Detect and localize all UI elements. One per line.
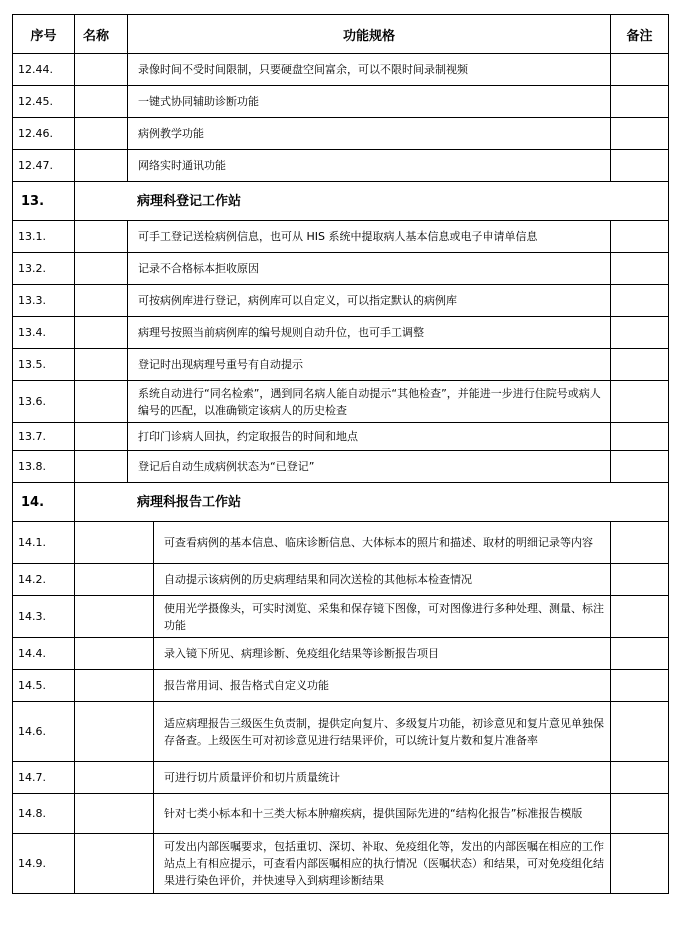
col-no-header: 序号 [13,15,75,54]
table-row [13,381,669,423]
row-spec: 记录不合格标本拒收原因 [128,253,611,285]
row-name [75,381,128,423]
row-spec: 使用光学摄像头，可实时浏览、采集和保存镜下图像，可对图像进行多种处理、测量、标注功能 [154,596,611,638]
table-row [13,670,669,702]
row-no: 12.44. [13,54,75,86]
table-row [13,221,669,253]
row-name [75,522,154,564]
table-row [13,522,669,564]
section-title: 病理科登记工作站 [75,182,669,221]
row-name [75,762,154,794]
row-note [611,349,669,381]
row-no: 12.47. [13,150,75,182]
table-row [13,596,669,638]
row-name [75,638,154,670]
row-note [611,381,669,423]
row-no: 13.8. [13,451,75,483]
col-name-header: 名称 [75,15,128,54]
header-row [13,15,669,54]
row-name [75,596,154,638]
row-name [75,54,128,86]
section-no: 13. [13,182,75,221]
table-row [13,317,669,349]
table-row [13,253,669,285]
row-no: 12.45. [13,86,75,118]
row-note [611,451,669,483]
row-note [611,794,669,834]
row-name [75,670,154,702]
row-no: 13.6. [13,381,75,423]
section-title: 病理科报告工作站 [75,483,669,522]
table-row [13,702,669,762]
row-spec: 报告常用词、报告格式自定义功能 [154,670,611,702]
section-row-13 [13,182,669,221]
row-no: 13.4. [13,317,75,349]
row-no: 13.5. [13,349,75,381]
row-note [611,702,669,762]
table-row [13,86,669,118]
row-note [611,762,669,794]
row-note [611,285,669,317]
row-spec: 可手工登记送检病例信息，也可从 HIS 系统中提取病人基本信息或电子申请单信息 [128,221,611,253]
col-spec-header: 功能规格 [128,15,611,54]
spec-table [12,14,669,894]
table-row [13,762,669,794]
table-row [13,638,669,670]
row-note [611,596,669,638]
section-row-14 [13,483,669,522]
row-name [75,221,128,253]
row-note [611,638,669,670]
row-note [611,221,669,253]
row-name [75,451,128,483]
row-name [75,150,128,182]
row-name [75,253,128,285]
row-name [75,794,154,834]
table-row [13,564,669,596]
row-note [611,86,669,118]
row-note [611,522,669,564]
table-row [13,150,669,182]
row-no: 14.7. [13,762,75,794]
row-note [611,670,669,702]
row-name [75,285,128,317]
row-spec: 系统自动进行“同名检索”，遇到同名病人能自动提示“其他检查”，并能进一步进行住院号或病人编号的匹配，以准确锁定该病人的历史检查 [128,381,611,423]
row-no: 14.4. [13,638,75,670]
row-spec: 针对七类小标本和十三类大标本肿瘤疾病，提供国际先进的“结构化报告”标准报告模版 [154,794,611,834]
table-row [13,118,669,150]
row-name [75,118,128,150]
row-spec: 自动提示该病例的历史病理结果和同次送检的其他标本检查情况 [154,564,611,596]
row-no: 14.9. [13,834,75,894]
row-spec: 可进行切片质量评价和切片质量统计 [154,762,611,794]
row-no: 14.6. [13,702,75,762]
table-row [13,349,669,381]
row-no: 13.1. [13,221,75,253]
section-no: 14. [13,483,75,522]
row-spec: 登记后自动生成病例状态为“已登记” [128,451,611,483]
row-no: 13.7. [13,423,75,451]
row-spec: 可查看病例的基本信息、临床诊断信息、大体标本的照片和描述、取材的明细记录等内容 [154,522,611,564]
row-note [611,317,669,349]
row-spec: 录入镜下所见、病理诊断、免疫组化结果等诊断报告项目 [154,638,611,670]
row-note [611,423,669,451]
row-spec: 登记时出现病理号重号有自动提示 [128,349,611,381]
col-note-header: 备注 [611,15,669,54]
row-no: 14.3. [13,596,75,638]
row-note [611,253,669,285]
row-note [611,118,669,150]
row-no: 14.8. [13,794,75,834]
row-spec: 可按病例库进行登记，病例库可以自定义，可以指定默认的病例库 [128,285,611,317]
row-spec: 一键式协同辅助诊断功能 [128,86,611,118]
row-spec: 打印门诊病人回执，约定取报告的时间和地点 [128,423,611,451]
row-spec: 网络实时通讯功能 [128,150,611,182]
table-row [13,423,669,451]
table-row [13,451,669,483]
row-spec: 录像时间不受时间限制，只要硬盘空间富余，可以不限时间录制视频 [128,54,611,86]
table-row [13,54,669,86]
row-spec: 可发出内部医嘱要求，包括重切、深切、补取、免疫组化等，发出的内部医嘱在相应的工作站点上有相应提示，可查看内部医嘱相应的执行情况（医嘱状态）和结果，可对免疫组化结果进行染色评价，并快速导入到病理诊断结果 [154,834,611,894]
row-name [75,564,154,596]
row-spec: 病理号按照当前病例库的编号规则自动升位，也可手工调整 [128,317,611,349]
row-no: 13.2. [13,253,75,285]
table-row [13,834,669,894]
row-no: 14.1. [13,522,75,564]
row-spec: 适应病理报告三级医生负责制，提供定向复片、多级复片功能，初诊意见和复片意见单独保存备查。上级医生可对初诊意见进行结果评价，可以统计复片数和复片准备率 [154,702,611,762]
row-note [611,564,669,596]
row-no: 14.2. [13,564,75,596]
row-note [611,54,669,86]
row-note [611,834,669,894]
row-name [75,349,128,381]
table-row [13,794,669,834]
row-name [75,702,154,762]
row-note [611,150,669,182]
table-row [13,285,669,317]
row-no: 13.3. [13,285,75,317]
row-name [75,423,128,451]
row-name [75,834,154,894]
row-name [75,86,128,118]
row-no: 12.46. [13,118,75,150]
row-name [75,317,128,349]
row-no: 14.5. [13,670,75,702]
row-spec: 病例教学功能 [128,118,611,150]
